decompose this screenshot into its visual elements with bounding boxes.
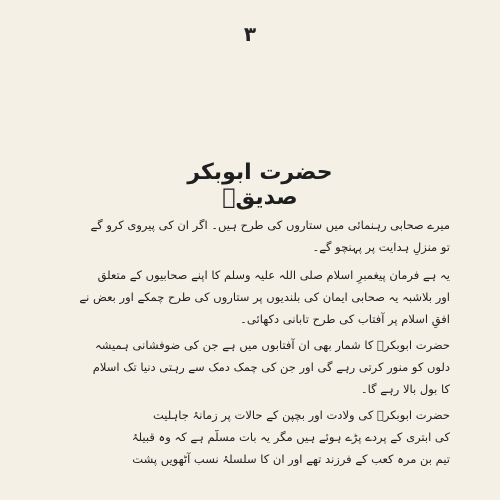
chapter-heading: حضرت ابوبکر صدیقؓ bbox=[187, 160, 333, 210]
paragraph-3 bbox=[62, 338, 450, 404]
paragraph-line: حضرت ابوبکرؓ کا شمار بھی ان آفتابوں میں ہے جن کی ضوفشانی ہمیشہ bbox=[95, 338, 450, 352]
paragraph-1 bbox=[62, 218, 450, 262]
paragraph-2 bbox=[62, 268, 450, 334]
paragraph-line: تو منزلِ ہدایت پر پہنچو گے۔ bbox=[312, 240, 450, 254]
page-number: ٣ bbox=[243, 22, 257, 46]
paragraph-4 bbox=[62, 408, 450, 474]
paragraph-line: کی ابتری کے پردے پڑے ہوئے ہیں مگر یہ بات مسلّم ہے کہ وہ قبیلۂ bbox=[131, 430, 450, 444]
paragraph-line: تیم بن مرہ کعب کے فرزند تھے اور ان کا سلسلۂ نسب آٹھویں پشت bbox=[132, 452, 450, 466]
paragraph-line: یہ ہے فرمان پیغمبرِ اسلام صلی اللہ علیہ وسلم کا اپنے صحابیوں کے متعلق bbox=[97, 268, 450, 282]
paragraph-line: حضرت ابوبکرؓ کی ولادت اور بچپن کے حالات پر زمانۂ جاہلیت bbox=[152, 408, 450, 422]
paragraph-line: کا بول بالا رہے گا۔ bbox=[360, 382, 450, 396]
paragraph-line: اور بلاشبہ یہ صحابی ایمان کی بلندیوں پر ستاروں کی طرح چمکے اور بعض نے bbox=[79, 290, 450, 304]
paragraph-line: میرے صحابی رہنمائی میں ستاروں کی طرح ہیں۔ اگر ان کی پیروی کرو گے bbox=[90, 218, 450, 232]
paragraph-line: دلوں کو منور کرتی رہے گی اور جن کی چمک دمک سے رہتی دنیا تک اسلام bbox=[92, 360, 450, 374]
paragraph-line: افقِ اسلام پر آفتاب کی طرح تابانی دکھائی۔ bbox=[240, 312, 450, 326]
